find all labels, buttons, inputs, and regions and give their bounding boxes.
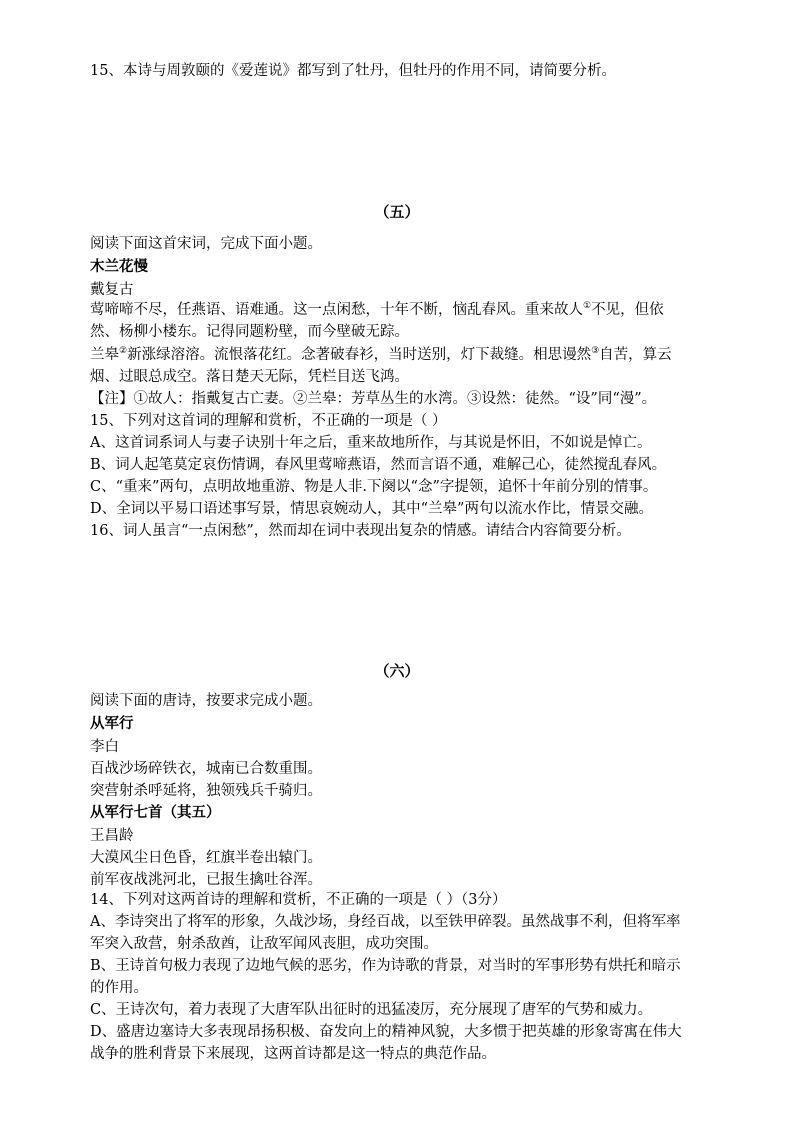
poem-line: 莺啼啼不尽，任燕语、语难通。这一点闲愁，十年不断，恼乱春风。重来故人①不见，但依 — [90, 301, 664, 318]
poem-2-line-2: 前军夜战洮河北，已报生擒吐谷浑。 — [90, 872, 322, 888]
section-5-intro: 阅读下面这首宋词，完成下面小题。 — [90, 236, 322, 252]
annotation-note: 【注】①故人：指戴复古亡妻。②兰皋：芳草丛生的水湾。③设然：徒然。“设”同“漫”。 — [90, 391, 657, 407]
poem-2-line-1: 大漠风尘日色昏，红旗半卷出辕门。 — [90, 850, 322, 866]
option-a: A、李诗突出了将军的形象，久战沙场，身经百战，以至铁甲碎裂。虽然战事不利，但将军率 — [90, 914, 681, 930]
poem-1-title: 从军行 — [90, 715, 134, 732]
poem-line: 兰皋②新涨绿溶溶。流恨落花红。念著破春衫，当时送别，灯下裁缝。相思谩然③自苦，算云 — [90, 346, 672, 363]
option-c: C、“重来”两句，点明故地重游、物是人非.下阕以“念”字提领，追怀十年前分别的情事。 — [90, 479, 658, 495]
question-14: 14、下列对这两首诗的理解和赏析，不正确的一项是（ ）（3分） — [90, 892, 507, 908]
section-6-heading: （六） — [374, 662, 420, 680]
poem-1-author: 李白 — [90, 739, 119, 755]
question-15: 15、下列对这首词的理解和赏析，不正确的一项是（ ） — [90, 413, 447, 429]
option-d: D、全词以平易口语述事写景，情思哀婉动人，其中“兰皋”两句以流水作比，情景交融。 — [90, 501, 653, 517]
option-c: C、王诗次句，着力表现了大唐军队出征时的迅猛凌厉，充分展现了唐军的气势和威力。 — [90, 1002, 653, 1018]
option-a: A、这首词系词人与妻子诀别十年之后，重来故地所作，与其说是怀旧，不如说是悼亡。 — [90, 435, 652, 451]
poem-2-title: 从军行七首（其五） — [90, 804, 221, 821]
poem-1-line-1: 百战沙场碎铁衣，城南已合数重围。 — [90, 761, 322, 777]
poem-title: 木兰花慢 — [90, 258, 148, 275]
option-d-cont: 战争的胜利背景下来展现，这两首诗都是这一特点的典范作品。 — [90, 1046, 496, 1062]
option-b-cont: 的作用。 — [90, 980, 148, 996]
section-5-heading: （五） — [374, 203, 420, 221]
poem-line: 烟、过眼总成空。落日楚天无际，凭栏目送飞鸿。 — [90, 369, 409, 385]
question-16: 16、词人虽言“一点闲愁”，然而却在词中表现出复杂的情感。请结合内容简要分析。 — [90, 523, 631, 539]
option-b: B、王诗首句极力表现了边地气候的恶劣，作为诗歌的背景，对当时的军事形势有烘托和暗示 — [90, 958, 681, 974]
question-15-peony: 15、本诗与周敦颐的《爱莲说》都写到了牡丹，但牡丹的作用不同，请简要分析。 — [90, 63, 616, 79]
poem-line: 然、杨柳小楼东。记得同题粉壁，而今壁破无踪。 — [90, 324, 409, 340]
option-d: D、盛唐边塞诗大多表现昂扬积极、奋发向上的精神风貌，大多惯于把英雄的形象寄寓在伟大 — [90, 1024, 682, 1040]
section-6-intro: 阅读下面的唐诗，按要求完成小题。 — [90, 693, 322, 709]
option-b: B、词人起笔莫定哀伤情调，春风里莺啼燕语，然而言语不通，难解己心，徒然搅乱春风。 — [90, 457, 667, 473]
poem-1-line-2: 突营射杀呼延将，独领残兵千骑归。 — [90, 783, 322, 799]
poem-author: 戴复古 — [90, 282, 134, 298]
option-a-cont: 军突入敌营，射杀敌酋，让敌军闻风丧胆，成功突围。 — [90, 936, 438, 952]
poem-2-author: 王昌龄 — [90, 828, 134, 844]
